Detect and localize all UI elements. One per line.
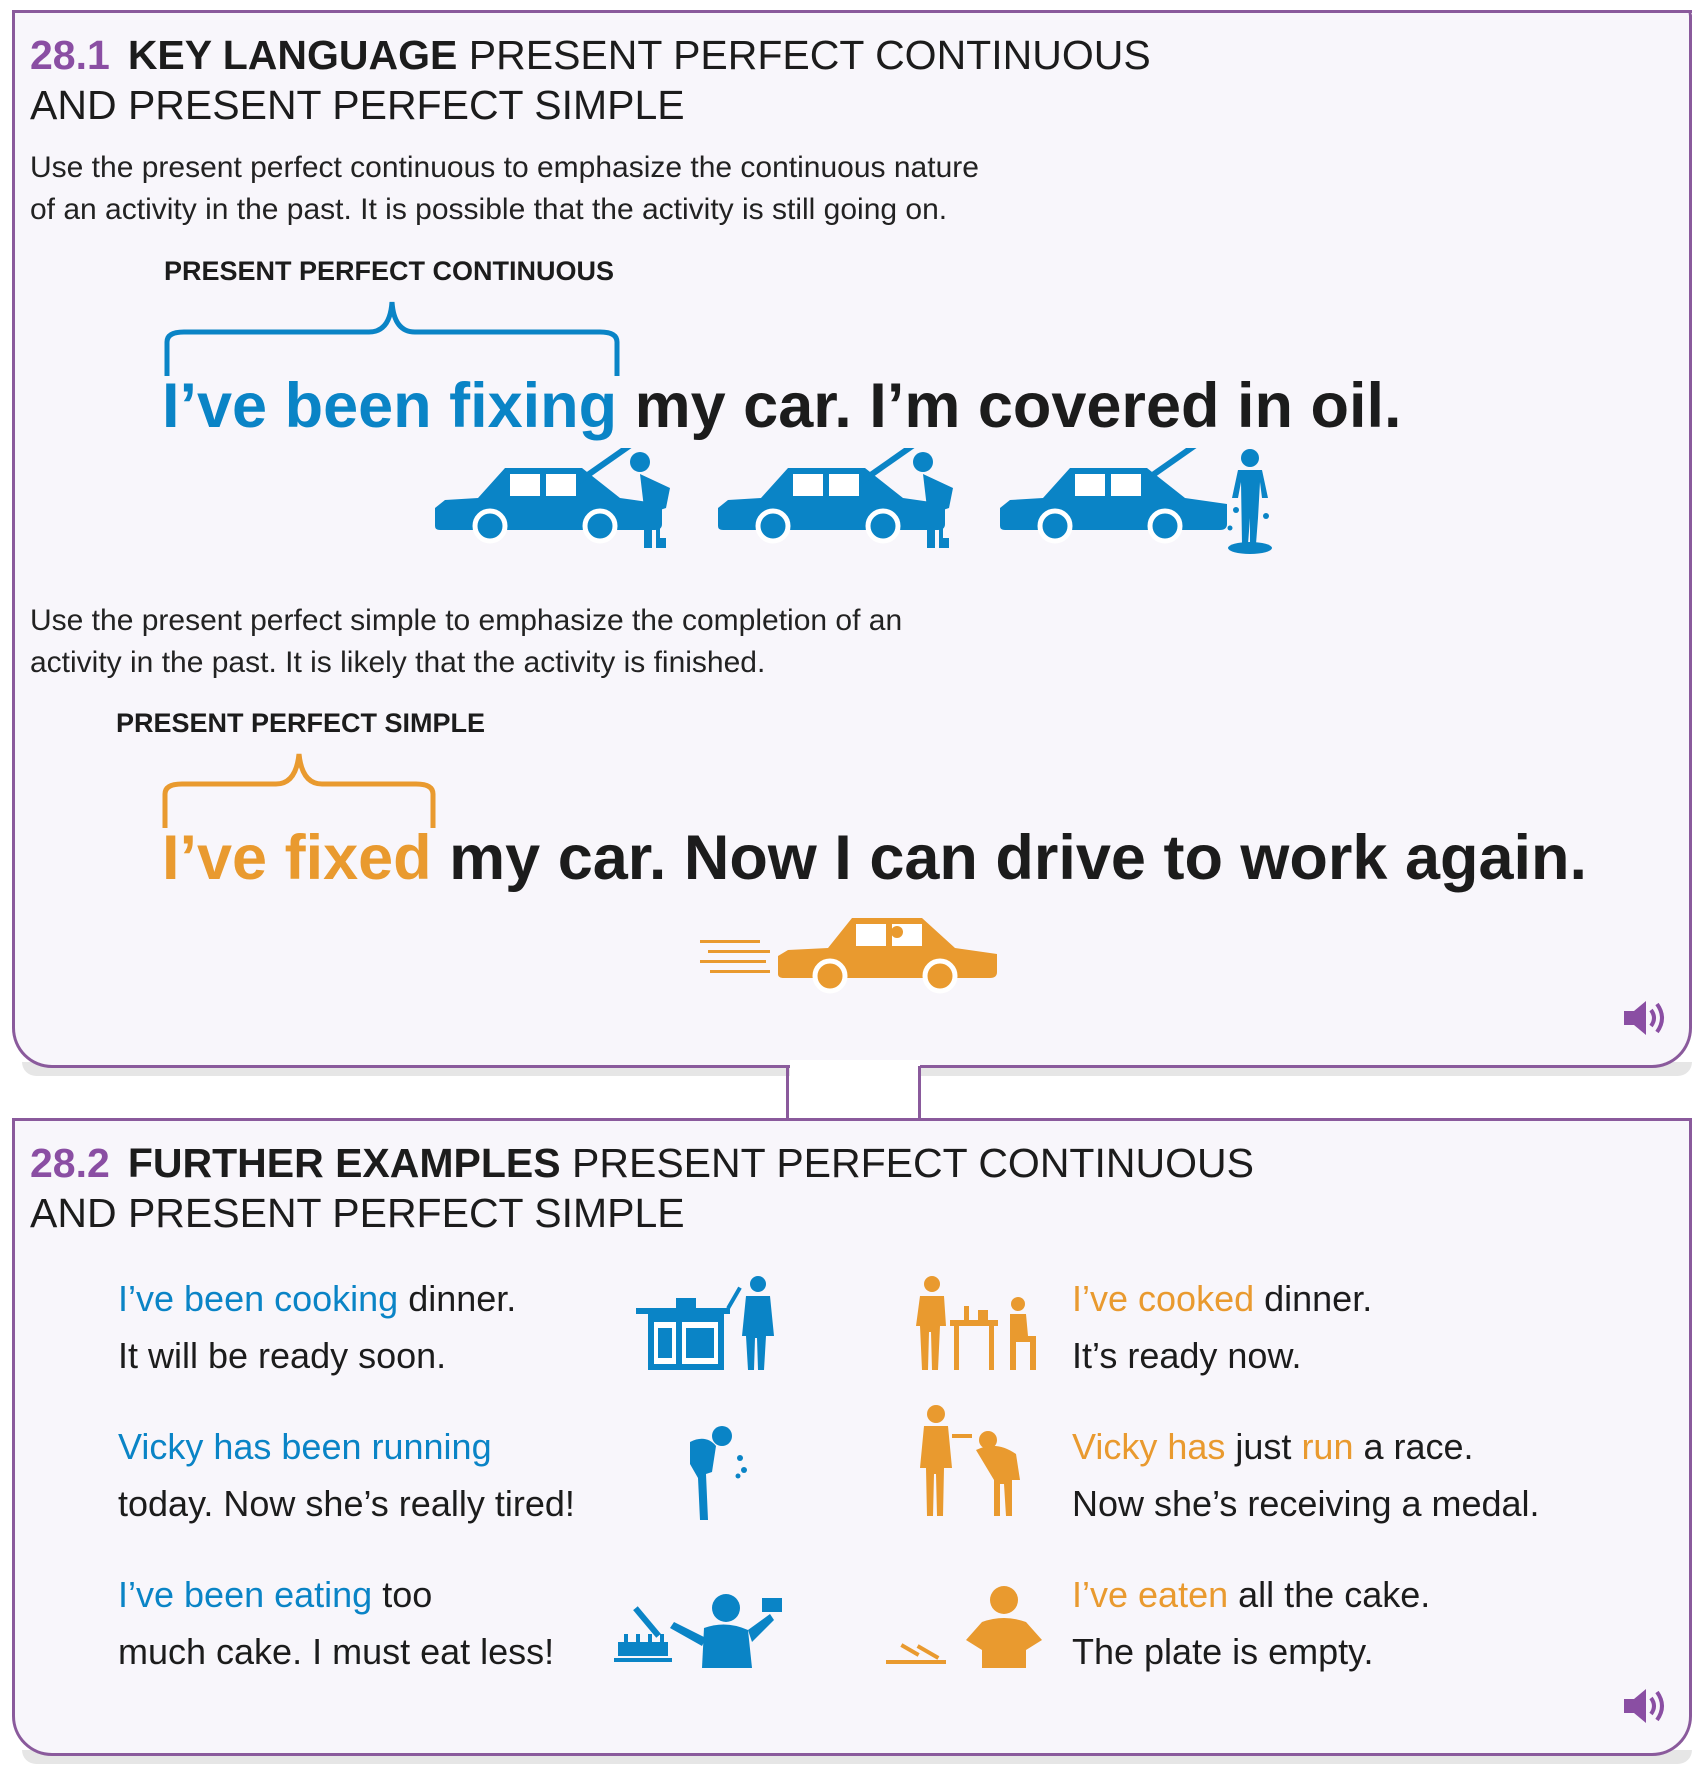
simple-form: I’ve cooked xyxy=(1072,1278,1255,1319)
panel-top-border xyxy=(12,10,1692,13)
label-present-perfect-continuous: PRESENT PERFECT CONTINUOUS xyxy=(164,256,615,286)
dining-table-icon xyxy=(916,1276,1044,1374)
sentence-rest: my car. I’m covered in oil. xyxy=(617,371,1402,441)
sentence-line2: The plate is empty. xyxy=(1072,1631,1374,1672)
speaker-icon[interactable] xyxy=(1622,996,1668,1040)
sentence-line2: Now she’s receiving a medal. xyxy=(1072,1483,1540,1524)
sentence-line2: It’s ready now. xyxy=(1072,1335,1302,1376)
section-title-bold: KEY LANGUAGE xyxy=(127,32,458,78)
simple-form: I’ve eaten xyxy=(1072,1574,1229,1615)
section-title-line2: AND PRESENT PERFECT SIMPLE xyxy=(30,82,685,128)
example-simple-sentence xyxy=(162,822,1587,894)
orange-brace xyxy=(162,748,436,832)
continuous-form: Vicky has been running xyxy=(118,1426,492,1467)
connector-line-left xyxy=(786,1066,789,1122)
medal-ceremony-icon xyxy=(916,1404,1028,1520)
sentence-line2: It will be ready soon. xyxy=(118,1335,447,1376)
section-title-bold: FURTHER EXAMPLES xyxy=(127,1140,561,1186)
example-right-2 xyxy=(1072,1418,1540,1532)
example-right-1 xyxy=(1072,1270,1372,1384)
sentence-line2: today. Now she’s really tired! xyxy=(118,1483,575,1524)
section-title-line2: AND PRESENT PERFECT SIMPLE xyxy=(30,1190,685,1236)
sentence-rest: dinner. xyxy=(1254,1278,1373,1319)
sentence-rest: all the cake. xyxy=(1228,1574,1431,1615)
example-left-3 xyxy=(118,1566,554,1680)
description-continuous xyxy=(30,147,979,231)
blue-brace xyxy=(164,296,620,380)
sentence-rest: my car. Now I can drive to work again. xyxy=(431,823,1588,893)
section-heading-28-2 xyxy=(30,1138,1254,1238)
description-line: activity in the past. It is likely that the activity is finished. xyxy=(30,646,766,679)
section-title-rest: PRESENT PERFECT CONTINUOUS xyxy=(572,1140,1254,1186)
sentence-rest: dinner. xyxy=(398,1278,517,1319)
example-left-2 xyxy=(118,1418,575,1532)
speaker-icon[interactable] xyxy=(1622,1684,1668,1728)
description-line: Use the present perfect continuous to emphasize the continuous nature xyxy=(30,151,979,184)
tired-runner-icon xyxy=(686,1424,756,1524)
description-line: of an activity in the past. It is possible that the activity is still going on. xyxy=(30,193,948,226)
label-present-perfect-simple: PRESENT PERFECT SIMPLE xyxy=(116,708,486,738)
section-heading-28-1 xyxy=(30,30,1151,130)
sentence-line2: much cake. I must eat less! xyxy=(118,1631,555,1672)
example-continuous-sentence xyxy=(162,370,1401,442)
continuous-form: I’ve been eating xyxy=(118,1574,373,1615)
moving-car-icon xyxy=(700,910,1000,995)
sentence-rest: a race. xyxy=(1353,1426,1474,1467)
section-number: 28.1 xyxy=(30,32,110,78)
example-right-3 xyxy=(1072,1566,1430,1680)
car-repair-icon xyxy=(430,448,1280,558)
cooking-icon xyxy=(636,1276,782,1374)
description-line: Use the present perfect simple to emphasize the completion of an xyxy=(30,604,903,637)
continuous-form: I’ve been fixing xyxy=(162,371,618,441)
sentence-rest: too xyxy=(372,1574,433,1615)
empty-plate-icon xyxy=(886,1584,1046,1668)
section-title-rest: PRESENT PERFECT CONTINUOUS xyxy=(468,32,1151,78)
eating-cake-icon xyxy=(614,1584,782,1668)
connector-line-right xyxy=(918,1066,921,1122)
section-number: 28.2 xyxy=(30,1140,110,1186)
description-simple xyxy=(30,600,902,684)
sentence-mid: just xyxy=(1225,1426,1302,1467)
simple-form: Vicky has xyxy=(1072,1426,1226,1467)
simple-form: run xyxy=(1301,1426,1354,1467)
connector-gap xyxy=(790,1060,920,1126)
continuous-form: I’ve been cooking xyxy=(118,1278,399,1319)
simple-form: I’ve fixed xyxy=(162,823,432,893)
example-left-1 xyxy=(118,1270,516,1384)
